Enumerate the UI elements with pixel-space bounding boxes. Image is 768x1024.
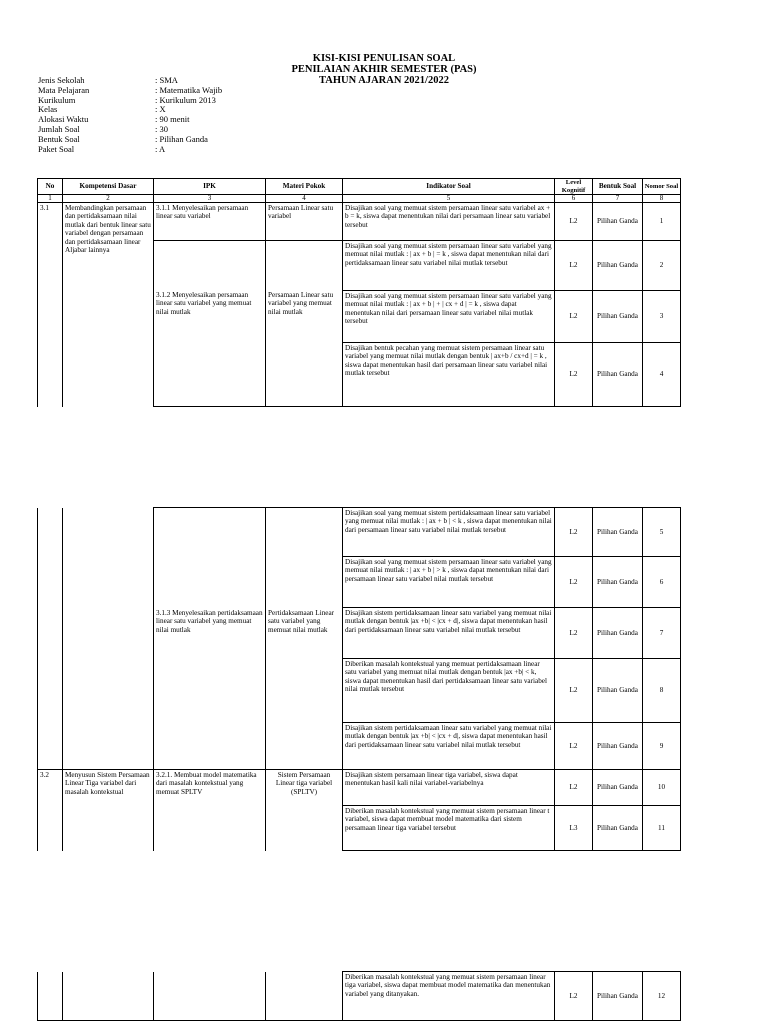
- kd-text: Membandingkan persamaan dan pertidaksamaan nilai mutlak dari bentuk linear satu variabel dengan persamaan dan pertidaksamaan linear Aljabar lainnya: [63, 203, 154, 407]
- indikator-text: Disajikan soal yang memuat sistem persamaan linear satu variabel yang memuat nilai mutlak : | ax + b | + | cx + d | = k , siswa dapat menentukan nilai dari persamaan linear satu variabel nilai mutlak tersebut: [343, 291, 555, 343]
- meta-value: : A: [155, 143, 166, 154]
- indikator-text: Disajikan soal yang memuat sistem persamaan linear satu variabel yang memuat nilai mutlak : | ax + b | = k , siswa dapat menentukan nilai dari pertidaksamaan linear satu variabel nilai mutlak tersebut: [343, 241, 555, 291]
- grid-table-page-1: [37, 178, 681, 407]
- header-nomor: Nomor Soal: [643, 179, 681, 195]
- level-cell: L2: [555, 972, 593, 1021]
- level-cell: L3: [555, 806, 593, 851]
- indikator-text: Disajikan sistem pertidaksamaan linear satu variabel yang memuat nilai mutlak dengan bentuk |ax +b| < |cx + d|, siswa dapat menentukan hasil dari pertidaksamaan linear satu variabel nilai mutlak tersebut: [343, 608, 555, 659]
- table-row: [38, 770, 681, 806]
- col-number: 1: [38, 195, 63, 203]
- materi-text: [266, 508, 343, 770]
- level-cell: L2: [555, 343, 593, 407]
- meta-value: : Pilihan Ganda: [155, 133, 208, 144]
- kd-text: Menyusun Sistem Persamaan Linear Tiga variabel dari masalah kontekstual: [63, 770, 154, 851]
- document-title-line1: KISI-KISI PENULISAN SOAL: [312, 53, 456, 64]
- indikator-text: Disajikan soal yang memuat sistem pertidaksamaan linear satu variabel yang memuat nilai mutlak : | ax + b | < k , siswa dapat menentukan nilai dari persamaan linear satu variabel nilai mutlak tersebut: [343, 508, 555, 557]
- nomor-cell: 4: [643, 343, 681, 407]
- bentuk-cell: Pilihan Ganda: [593, 659, 643, 723]
- header-indikator: Indikator Soal: [343, 179, 555, 195]
- header-bentuk: Bentuk Soal: [593, 179, 643, 195]
- materi-text: Sistem Persamaan Linear tiga variabel (SPLTV): [266, 770, 343, 851]
- col-number: 6: [555, 195, 593, 203]
- nomor-cell: 2: [643, 241, 681, 291]
- grid-table-page-3: [37, 971, 681, 1021]
- indikator-text: Diberikan masalah kontekstual yang memuat pertidaksamaan linear satu variabel yang memuat nilai mutlak dengan bentuk |ax +b| < k, siswa dapat menentukan hasil dari pertidaksamaan linear satu variabel nilai mutlak tersebut: [343, 659, 555, 723]
- meta-label: Paket Soal: [38, 143, 75, 154]
- col-number: 2: [63, 195, 154, 203]
- header-level: Level Kognitif: [555, 179, 593, 195]
- nomor-cell: 12: [643, 972, 681, 1021]
- nomor-cell: 8: [643, 659, 681, 723]
- nomor-cell: 3: [643, 291, 681, 343]
- bentuk-cell: Pilihan Ganda: [593, 770, 643, 806]
- level-cell: L2: [555, 659, 593, 723]
- indikator-text: Disajikan soal yang memuat sistem persamaan linear satu variabel yang memuat nilai mutlak : | ax + b | > k , siswa dapat menentukan nilai dari persamaan linear satu variabel nilai mutlak tersebut: [343, 557, 555, 608]
- document-title-line2: PENILAIAN AKHIR SEMESTER (PAS): [291, 64, 477, 75]
- meta-value: : 30: [155, 123, 168, 134]
- table-row: [38, 972, 681, 1021]
- header-ipk: IPK: [154, 179, 266, 195]
- bentuk-cell: Pilihan Ganda: [593, 203, 643, 241]
- level-cell: L2: [555, 557, 593, 608]
- level-cell: L2: [555, 508, 593, 557]
- col-number: 7: [593, 195, 643, 203]
- meta-label: Mata Pelajaran: [38, 84, 90, 95]
- meta-value: : SMA: [155, 75, 178, 85]
- column-number-row: [38, 195, 681, 203]
- ipk-text: [154, 972, 266, 1021]
- nomor-cell: 6: [643, 557, 681, 608]
- meta-block: [38, 76, 222, 154]
- bentuk-cell: Pilihan Ganda: [593, 608, 643, 659]
- indikator-text: Disajikan sistem pertidaksamaan linear satu variabel yang memuat nilai mutlak dengan bentuk |ax +b| < |cx + d|, siswa dapat menentukan hasil dari pertidaksamaan linear satu variabel nilai mutlak tersebut: [343, 723, 555, 770]
- nomor-cell: 11: [643, 806, 681, 851]
- level-cell: L2: [555, 608, 593, 659]
- table-row: [38, 508, 681, 557]
- indikator-text: Disajikan sistem persamaan linear tiga variabel, siswa dapat menentukan hasil kali nilai variabel-variabelnya: [343, 770, 555, 806]
- col-number: 5: [343, 195, 555, 203]
- meta-value: : X: [155, 104, 166, 115]
- header-no: No: [38, 179, 63, 195]
- kd-number: 3.2: [38, 770, 63, 851]
- ipk-text: [154, 508, 266, 770]
- meta-row: [38, 145, 222, 155]
- kd-number: [38, 972, 63, 1021]
- kd-number: 3.1: [38, 203, 63, 407]
- header-materi: Materi Pokok: [266, 179, 343, 195]
- indikator-text: Diberikan masalah kontekstual yang memuat sistem persamaan linear tiga variabel, siswa dapat membuat model matematika dan menentukan variabel yang ditanyakan.: [343, 972, 555, 1021]
- nomor-cell: 9: [643, 723, 681, 770]
- meta-value: : Matematika Wajib: [155, 84, 223, 95]
- header-kd: Kompetensi Dasar: [63, 179, 154, 195]
- header-row: [38, 179, 681, 195]
- ipk-text: 3.1.1 Menyelesaikan persamaan linear satu variabel: [154, 203, 266, 241]
- ipk-text-inner: 3.1.2 Menyelesaikan persamaan linear satu variabel yang memuat nilai mutlak: [156, 291, 252, 316]
- bentuk-cell: Pilihan Ganda: [593, 343, 643, 407]
- level-cell: L2: [555, 770, 593, 806]
- meta-value: : 90 menit: [155, 114, 190, 125]
- nomor-cell: 5: [643, 508, 681, 557]
- nomor-cell: 7: [643, 608, 681, 659]
- grid-table-page-2: [37, 507, 681, 851]
- meta-label: Kelas: [38, 104, 58, 115]
- col-number: 4: [266, 195, 343, 203]
- indikator-text: Disajikan soal yang memuat sistem persamaan linear satu variabel ax + b = k, siswa dapat menentukan nilai dari persamaan linear satu variabel tersebut: [343, 203, 555, 241]
- materi-text-inner: Persamaan Linear satu variabel yang memuat nilai mutlak: [268, 291, 334, 316]
- meta-label: Bentuk Soal: [38, 133, 80, 144]
- bentuk-cell: Pilihan Ganda: [593, 508, 643, 557]
- col-number: 8: [643, 195, 681, 203]
- ipk-text: 3.2.1. Membuat model matematika dari masalah kontekstual yang memuat SPLTV: [154, 770, 266, 851]
- kd-text: [63, 972, 154, 1021]
- indikator-text: Diberikan masalah kontekstual yang memuat sistem persamaan linear t variabel, siswa dapat membuat model matematika dari sistem persamaan linear tiga variabel tersebut: [343, 806, 555, 851]
- kd-number: [38, 508, 63, 770]
- materi-text-inner: Pertidaksamaan Linear satu variabel yang memuat nilai mutlak: [268, 609, 335, 634]
- table-row: [38, 203, 681, 241]
- meta-value: : Kurikulum 2013: [155, 94, 216, 105]
- meta-label: Jenis Sekolah: [38, 75, 85, 85]
- bentuk-cell: Pilihan Ganda: [593, 723, 643, 770]
- materi-text: [266, 241, 343, 407]
- bentuk-cell: Pilihan Ganda: [593, 557, 643, 608]
- bentuk-cell: Pilihan Ganda: [593, 291, 643, 343]
- meta-label: Jumlah Soal: [38, 123, 80, 134]
- meta-label: Alokasi Waktu: [38, 114, 89, 125]
- document-title-line3: TAHUN AJARAN 2021/2022: [319, 75, 449, 86]
- level-cell: L2: [555, 203, 593, 241]
- level-cell: L2: [555, 723, 593, 770]
- bentuk-cell: Pilihan Ganda: [593, 241, 643, 291]
- nomor-cell: 1: [643, 203, 681, 241]
- meta-label: Kurikulum: [38, 94, 76, 105]
- level-cell: L2: [555, 241, 593, 291]
- bentuk-cell: Pilihan Ganda: [593, 806, 643, 851]
- materi-text: Persamaan Linear satu variabel: [266, 203, 343, 241]
- ipk-text: [154, 241, 266, 407]
- indikator-text: Disajikan bentuk pecahan yang memuat sistem persamaan linear satu variabel yang memuat nilai mutlak dengan bentuk | ax+b / cx+d | = k , siswa dapat menentukan hasil dari persamaan linear satu variabel nilai mutlak tersebut: [343, 343, 555, 407]
- level-cell: L2: [555, 291, 593, 343]
- kd-text: [63, 508, 154, 770]
- col-number: 3: [154, 195, 266, 203]
- nomor-cell: 10: [643, 770, 681, 806]
- meta-row: [38, 96, 222, 106]
- bentuk-cell: Pilihan Ganda: [593, 972, 643, 1021]
- materi-text: [266, 972, 343, 1021]
- ipk-text-inner: 3.1.3 Menyelesaikan pertidaksamaan linear satu variabel yang memuat nilai mutlak: [156, 609, 263, 634]
